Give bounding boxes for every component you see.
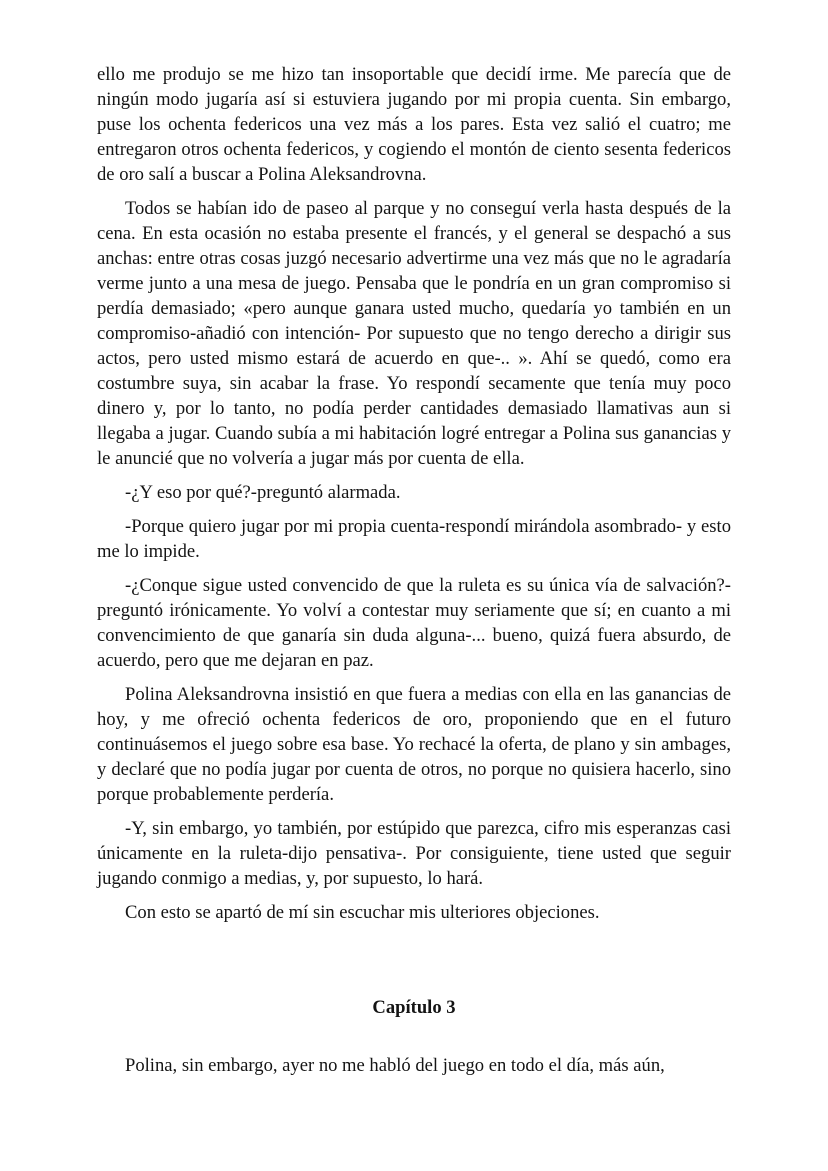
paragraph-7: -Y, sin embargo, yo también, por estúpido que parezca, cifro mis esperanzas casi únicamente en la ruleta-dijo pensativa-. Por consiguiente, tiene usted que seguir jugando conmigo a medias, y, por supuesto, lo hará. <box>97 818 731 889</box>
document-page <box>97 62 731 1087</box>
paragraph-3: -¿Y eso por qué?-preguntó alarmada. <box>125 482 401 503</box>
paragraph-4: -Porque quiero jugar por mi propia cuenta-respondí mirándola asombrado- y esto me lo impide. <box>97 516 731 562</box>
paragraph-1: ello me produjo se me hizo tan insoportable que decidí irme. Me parecía que de ningún modo jugaría así si estuviera jugando por mi propia cuenta. Sin embargo, puse los ochenta federicos una vez más a los pares. Esta vez salió el cuatro; me entregaron otros ochenta federicos, y cogiendo el montón de ciento sesenta federicos de oro salí a buscar a Polina Aleksandrovna. <box>97 64 731 185</box>
paragraph-5: -¿Conque sigue usted convencido de que la ruleta es su única vía de salvación?-preguntó irónicamente. Yo volví a contestar muy seriamente que sí; en cuanto a mi convencimiento de que ganaría sin duda alguna-... bueno, quizá fuera absurdo, de acuerdo, pero que me dejaran en paz. <box>97 575 731 671</box>
paragraph-6: Polina Aleksandrovna insistió en que fuera a medias con ella en las ganancias de hoy, y me ofreció ochenta federicos de oro, proponiendo que en el futuro continuásemos el juego sobre esa base. Yo rechacé la oferta, de plano y sin ambages, y declaré que no podía jugar por cuenta de otros, no porque no quisiera hacerlo, sino porque probablemente perdería. <box>97 684 731 805</box>
paragraph-2: Todos se habían ido de paseo al parque y no conseguí verla hasta después de la cena. En esta ocasión no estaba presente el francés, y el general se despachó a sus anchas: entre otras cosas juzgó necesario advertirme una vez más que no le agradaría verme junto a una mesa de juego. Pensaba que le pondría en un gran compromiso si perdía demasiado; «pero aunque ganara usted mucho, quedaría yo también en un compromiso-añadió con intención- Por supuesto que no tengo derecho a dirigir sus actos, pero usted mismo estará de acuerdo en que-.. ». Ahí se quedó, como era costumbre suya, sin acabar la frase. Yo respondí secamente que tenía muy poco dinero y, por lo tanto, no podía perder cantidades demasiado llamativas aun si llegaba a jugar. Cuando subía a mi habitación logré entregar a Polina sus ganancias y le anuncié que no volvería a jugar más por cuenta de ella. <box>97 198 731 469</box>
chapter-title: Capítulo 3 <box>372 997 456 1018</box>
paragraph-8: Con esto se apartó de mí sin escuchar mis ulteriores objeciones. <box>125 902 600 923</box>
paragraph-chapter-start: Polina, sin embargo, ayer no me habló del juego en todo el día, más aún, <box>125 1055 665 1076</box>
